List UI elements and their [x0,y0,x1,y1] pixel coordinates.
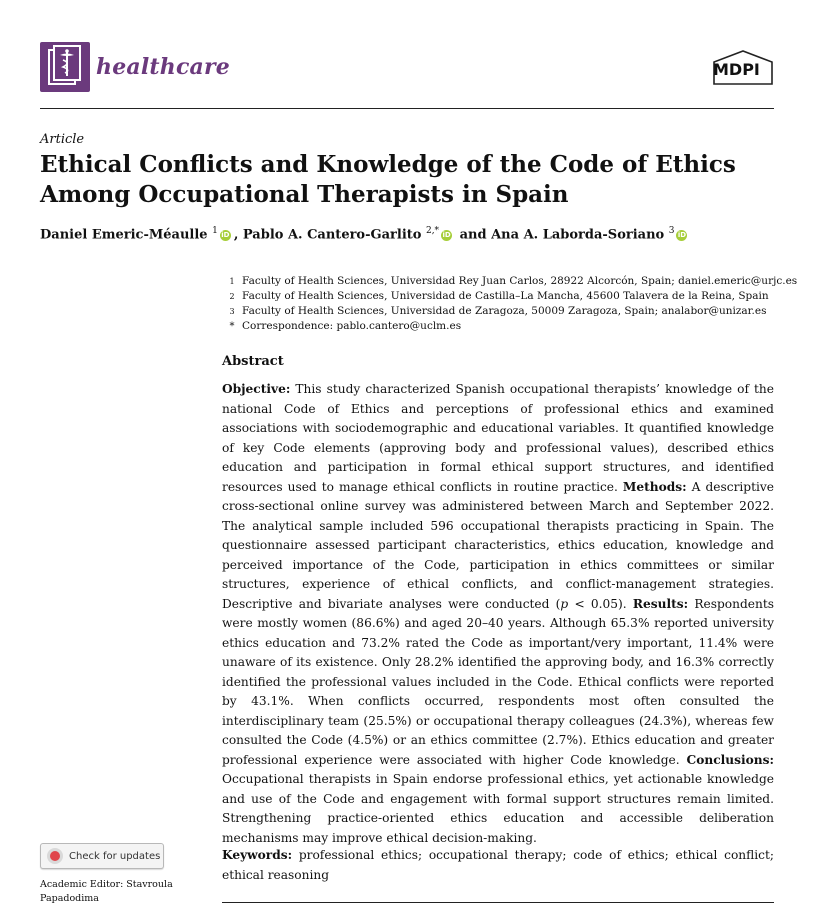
affiliation-item [222,289,782,304]
author-affiliation-mark: 3 [668,226,675,236]
p-symbol: p [560,596,569,611]
keywords-label: Keywords: [222,848,293,862]
crossmark-icon [47,848,63,864]
author-name: Pablo A. Cantero-Garlito [242,227,422,243]
abstract-heading: Abstract [222,354,284,369]
check-for-updates-label: Check for updates [69,850,161,862]
author-separator: and [455,227,492,243]
methods-text: A descriptive cross-sectional online survey was administered between March and September 2022. The analytical sample included 596 occupational therapists practicing in Spain. The questionnaire assessed participant characteristics, ethics education, knowledge and perceived importance of the Code, participation in ethics committees or similar structures, experience of ethical conflicts, and conflict-management strategies. Descriptive and bivariate analyses were conducted ( [222,479,774,611]
author-name: Daniel Emeric-Méaulle [40,227,208,243]
abstract-body [222,380,774,848]
academic-editor: Academic Editor: Stavroula Papadodima [40,879,173,904]
orcid-icon[interactable]: iD [221,231,230,240]
conclusions-label: Conclusions: [686,752,774,767]
correspondence-text: Correspondence: pablo.cantero@uclm.es [242,320,462,332]
keywords-text: professional ethics; occupational therapy; code of ethics; ethical conflict; ethical reasoning [222,848,774,882]
author-name: Ana A. Laborda-Soriano [491,227,665,243]
journal-name: healthcare [96,54,230,80]
affiliation-text: Faculty of Health Sciences, Universidad de Castilla–La Mancha, 45600 Talavera de la Reina, Spain [242,290,769,302]
article-title: Ethical Conflicts and Knowledge of the Code of Ethics Among Occupational Therapists in Spain [40,151,736,208]
orcid-icon[interactable]: iD [442,231,451,240]
objective-label: Objective: [222,382,291,396]
publisher-name: MDPI [713,60,760,79]
conclusions-text: Occupational therapists in Spain endorse professional ethics, yet actionable knowledge and use of the Code and engagement with formal support structures remain limited. Strengthening practice-oriented ethics education and accessible deliberation mechanisms may improve ethical decision-making. [222,772,774,845]
results-text: Respondents were mostly women (86.6%) and aged 20–40 years. Although 65.3% reported university ethics education and 73.2% rated the Code as important/very important, 11.4% were unaware of its existence. Only 28.2% identified the approving body, and 16.3% correctly identified the professional values included in the Code. Ethical conflicts were reported by 43.1%. When conflicts occurred, respondents most often consulted the interdisciplinary team (25.5%) or occupational therapy colleagues (24.3%), whereas few consulted the Code (4.5%) or an ethics committee (2.7%). Ethics education and greater professional experience were associated with higher Code knowledge. [222,596,774,767]
affiliation-item [222,274,798,289]
affiliation-mark: * [229,321,235,332]
author-list [40,226,780,242]
objective-text: This study characterized Spanish occupational therapists’ knowledge of the national Code of Ethics and perceptions of professional ethics and examined associations with sociodemographic and educational variables. It quantified knowledge of key Code elements (approving body and professional values), described ethics education and participation in formal ethical support structures, and identified resources used to manage ethical conflicts in routine practice. [222,382,774,494]
footer-rule [222,902,774,903]
author-affiliation-mark: 1 [212,226,218,236]
affiliation-mark: 1 [229,277,235,286]
affiliation-list [222,274,798,334]
keywords [222,846,774,885]
results-label: Results: [632,596,689,611]
correspondence [222,319,782,334]
check-for-updates-button[interactable] [40,843,164,869]
journal-logo [40,42,90,92]
affiliation-text: Faculty of Health Sciences, Universidad Rey Juan Carlos, 28922 Alcorcón, Spain; daniel.emeric@urjc.es [242,275,798,287]
header-rule [40,108,774,109]
methods-label: Methods: [622,479,687,494]
author-separator: , [233,227,243,243]
author-affiliation-mark: 2,* [425,226,440,236]
affiliation-text: Faculty of Health Sciences, Universidad de Zaragoza, 50009 Zaragoza, Spain; analabor@unizar.es [242,305,767,317]
caduceus-icon [40,42,90,92]
affiliation-mark: 2 [229,292,235,301]
article-type: Article [40,132,85,147]
orcid-icon[interactable]: iD [677,231,687,240]
affiliation-item [222,304,782,319]
affiliation-mark: 3 [229,307,235,316]
p-threshold: < 0.05). [568,596,633,611]
